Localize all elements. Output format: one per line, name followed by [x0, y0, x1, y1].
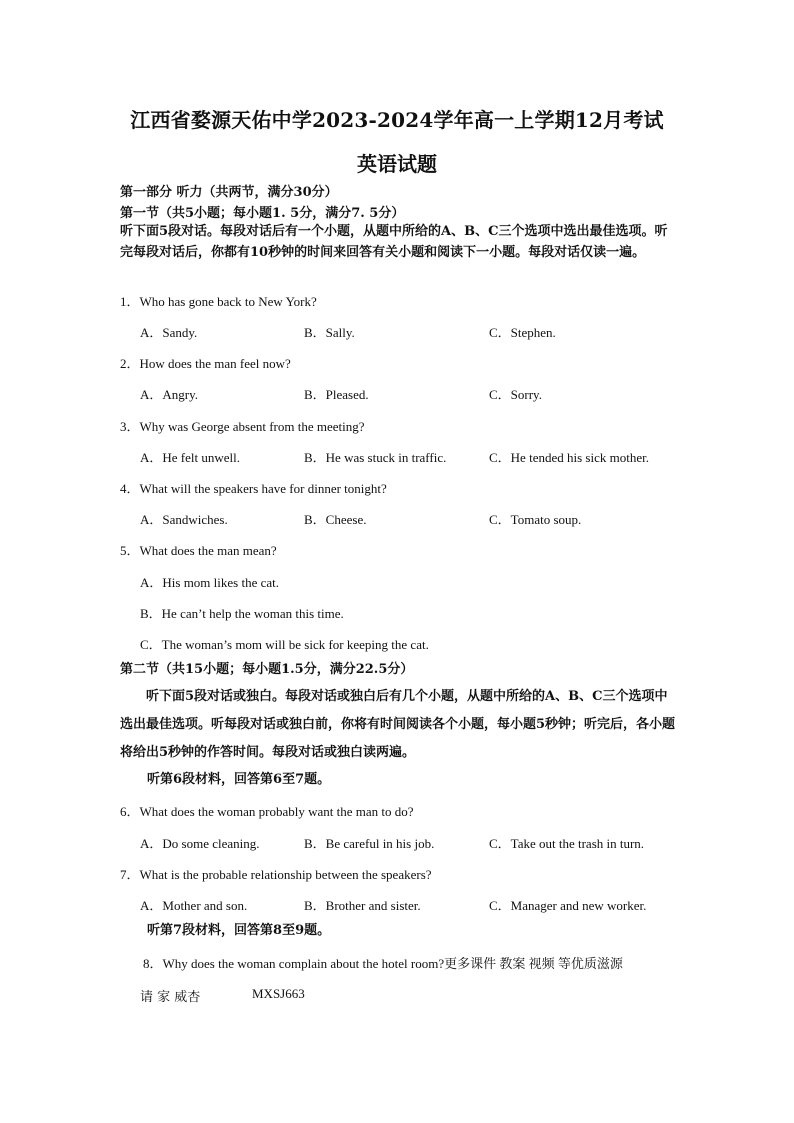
- q3-option-a: A．He felt unwell.: [140, 450, 241, 465]
- q3-option-c: C．He tended his sick mother.: [489, 450, 649, 465]
- q7-option-b: B．Brother and sister.: [304, 898, 421, 913]
- q7-option-a: A．Mother and son.: [140, 898, 248, 913]
- q4-option-a: A．Sandwiches.: [140, 512, 228, 527]
- q1-option-b: B．Sally.: [304, 325, 355, 340]
- question-4: 4．What will the speakers have for dinner tonight?: [120, 481, 387, 496]
- material6-note: 听第6段材料，回答第6至7题。: [147, 772, 331, 787]
- q2-option-b: B．Pleased.: [304, 387, 369, 402]
- question-3: 3．Why was George absent from the meeting?: [120, 419, 365, 434]
- q4-option-c: C．Tomato soup.: [489, 512, 582, 527]
- question-1: 1．Who has gone back to New York?: [120, 294, 317, 309]
- section2-heading: 第二节（共15小题；每小题1.5分，满分22.5分）: [120, 662, 414, 677]
- q6-option-a: A．Do some cleaning.: [140, 836, 260, 851]
- q4-option-b: B．Cheese.: [304, 512, 367, 527]
- question-8: 8．Why does the woman complain about the hotel room?更多课件 教案 视频 等优质滋源: [143, 956, 623, 971]
- question-2: 2．How does the man feel now?: [120, 356, 291, 371]
- question-5: 5．What does the man mean?: [120, 543, 277, 558]
- q6-option-c: C．Take out the trash in turn.: [489, 836, 645, 851]
- q1-option-c: C．Stephen.: [489, 325, 556, 340]
- q5-option-c: C．The woman’s mom will be sick for keeping the cat.: [140, 637, 429, 652]
- section1-heading: 第一节（共5小题；每小题1. 5分，满分7. 5分）: [120, 206, 405, 221]
- question-7: 7．What is the probable relationship between the speakers?: [120, 867, 432, 882]
- q5-option-b: B．He can’t help the woman this time.: [140, 606, 344, 621]
- section2-instructions: 听下面5段对话或独白。每段对话或独白后有几个小题，从题中所给的A、B、C三个选项中选出最佳选项。听每段对话或独白前，你将有时间阅读各个小题，每小题5秒钟；听完后，各小题将给出5秒钟的作答时间。每段对话或独白读两遍。: [120, 689, 676, 760]
- exam-subtitle: 英语试题: [357, 152, 437, 176]
- q2-option-c: C．Sorry.: [489, 387, 542, 402]
- q3-option-b: B．He was stuck in traffic.: [304, 450, 447, 465]
- q7-option-c: C．Manager and new worker.: [489, 898, 647, 913]
- footer-text: 请 家 威杏: [140, 990, 201, 1005]
- part1-heading: 第一部分 听力（共两节，满分30分）: [120, 185, 338, 200]
- section1-instructions: 听下面5段对话。每段对话后有一个小题，从题中所给的A、B、C三个选项中选出最佳选项。听完每段对话后，你都有10秒钟的时间来回答有关小题和阅读下一小题。每段对话仅读一遍。: [120, 224, 668, 260]
- q1-option-a: A．Sandy.: [140, 325, 198, 340]
- exam-title: 江西省婺源天佑中学2023-2024学年高一上学期12月考试: [130, 108, 664, 132]
- q6-option-b: B．Be careful in his job.: [304, 836, 435, 851]
- footer-code: MXSJ663: [252, 986, 305, 1001]
- q5-option-a: A．His mom likes the cat.: [140, 575, 280, 590]
- material7-note: 听第7段材料，回答第8至9题。: [147, 923, 331, 938]
- q2-option-a: A．Angry.: [140, 387, 199, 402]
- question-6: 6．What does the woman probably want the man to do?: [120, 804, 414, 819]
